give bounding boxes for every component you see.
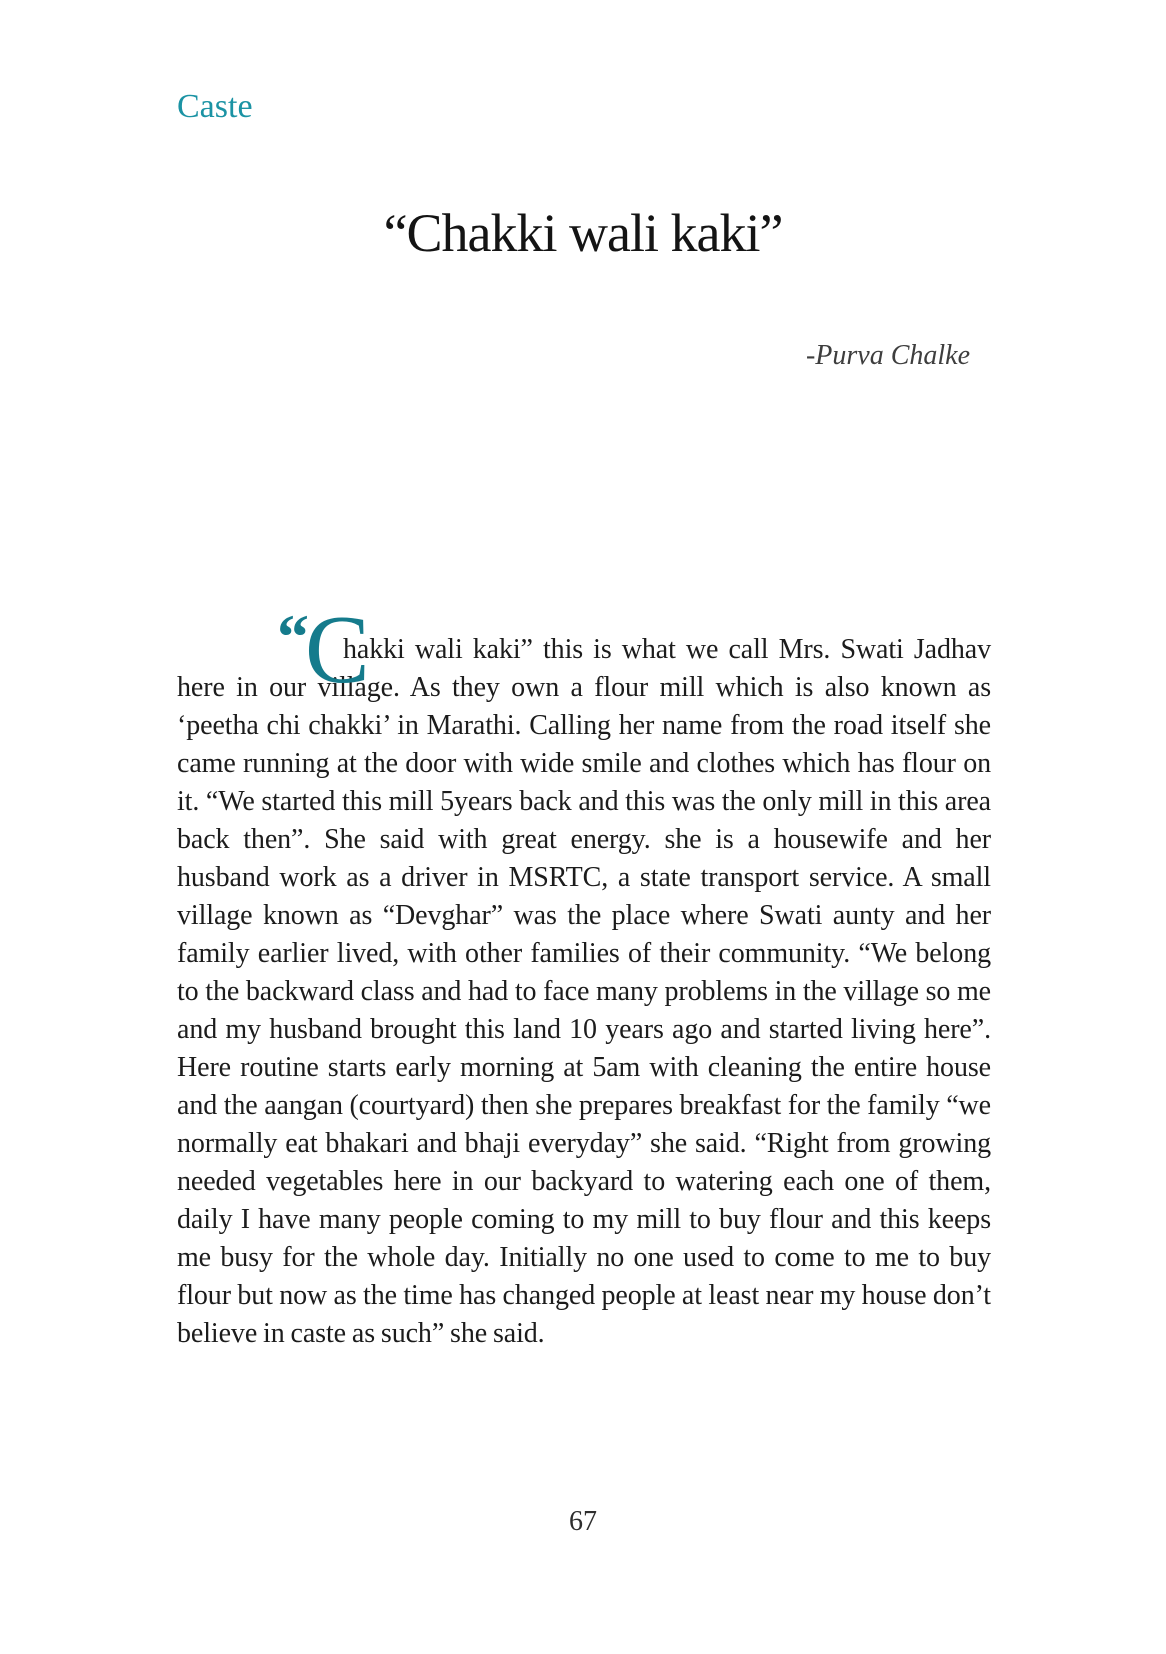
- drop-cap-letter: C: [305, 596, 370, 703]
- author-byline: -Purva Chalke: [805, 340, 970, 371]
- body-paragraph: [177, 596, 991, 1353]
- chapter-label: Caste: [177, 88, 253, 125]
- body-text: hakki wali kaki” this is what we call Mrs. Swati Jadhav here in our village. As they own a flour mill which is also known as ‘peetha chi chakki’ in Marathi. Calling her name from the road itself she came running at the door with wide smile and clothes which has flour on it. “We started this mill 5years back and this was the only mill in this area back then”. She said with great energy. she is a housewife and her husband work as a driver in MSRTC, a state transport service. A small village known as “Devghar” was the place where Swati aunty and her family earlier lived, with other families of their community. “We belong to the backward class and had to face many problems in the village so me and my husband brought this land 10 years ago and started living here”. Here routine starts early morning at 5am with cleaning the entire house and the aangan (courtyard) then she prepares breakfast for the family “we normally eat bhakari and bhaji everyday” she said. “Right from growing needed vegetables here in our backyard to watering each one of them, daily I have many people coming to my mill to buy flour and this keeps me busy for the whole day. Initially no one used to come to me to buy flour but now as the time has changed people at least near my house don’t believe in caste as such” she said.: [177, 634, 991, 1349]
- page-number: 67: [569, 1506, 597, 1537]
- page-title: “Chakki wali kaki”: [383, 203, 783, 263]
- drop-cap-quote: “: [277, 601, 309, 672]
